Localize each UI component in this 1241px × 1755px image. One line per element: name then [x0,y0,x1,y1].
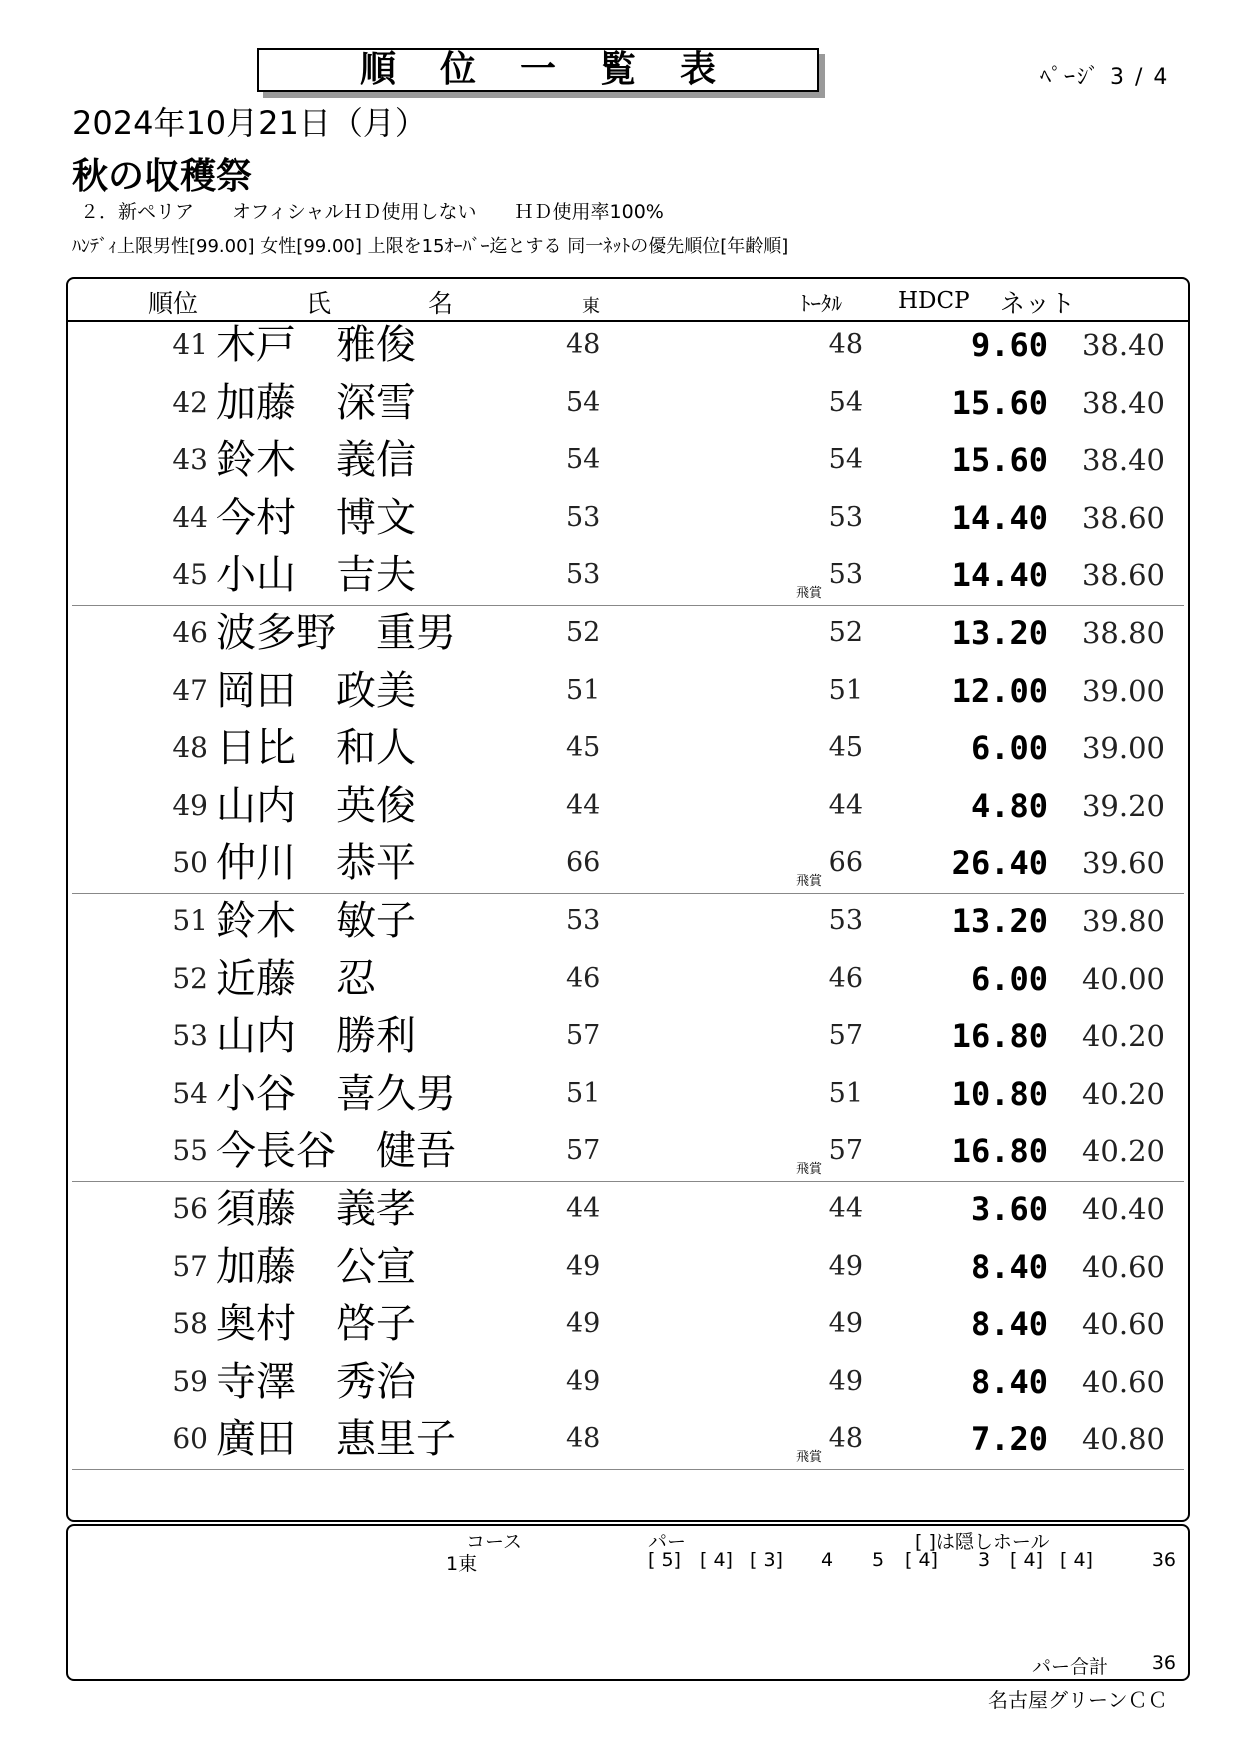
player-name-cell: 廣田 惠里子 [216,1416,456,1463]
total-score-cell: 49 [828,1308,863,1340]
hole-par: [ 4] [700,1549,733,1571]
hole-par: [ 4] [905,1549,938,1571]
player-name-cell: 鈴木 敏子 [216,898,416,944]
player-name-cell: 小谷 喜久男 [216,1070,456,1117]
rank-cell: 47 [172,673,208,707]
player-name-cell: 山内 英俊 [216,782,416,829]
total-score-cell: 45 [828,732,863,764]
table-row [68,777,1188,835]
net-score-cell: 40.60 [1081,1249,1165,1284]
rank-cell: 59 [172,1364,208,1398]
east-score-cell: 53 [566,559,601,591]
total-score-cell: 44 [828,1193,863,1224]
net-score-cell: 40.40 [1081,1192,1165,1226]
rank-cell: 44 [172,500,208,534]
net-score-cell: 38.40 [1081,443,1165,478]
east-score-cell: 51 [566,1077,601,1109]
event-date: 2024年10月21日（月） [72,104,427,142]
player-name-cell: 波多野 重男 [216,610,456,656]
total-score-cell: 52 [828,617,863,648]
hdcp-cell: 16.80 [951,1132,1048,1171]
net-score-cell: 39.00 [1081,673,1165,708]
total-score-cell: 48 [828,329,863,360]
hidden-hole-note: [ ]は隠しホール [915,1531,1050,1553]
table-row [68,1353,1188,1411]
player-name-cell: 今長谷 健吾 [216,1128,456,1175]
player-name-cell: 鈴木 義信 [216,437,416,484]
prize-note: 飛賞 [796,874,823,890]
page-indicator: ﾍﾟｰｼﾞ 3 / 4 [1040,65,1170,90]
total-score-cell: 49 [828,1250,863,1282]
hdcp-cell: 8.40 [970,1247,1048,1286]
net-score-cell: 38.40 [1081,385,1165,420]
east-score-cell: 49 [566,1308,601,1340]
total-score-cell: 57 [828,1135,863,1167]
table-row [68,374,1188,432]
par-sum-value: 36 [1151,1652,1176,1674]
table-row [68,1410,1188,1468]
course-label: コース [466,1531,523,1553]
player-name-cell: 日比 和人 [216,725,416,772]
table-row [68,1122,1188,1180]
net-score-cell: 38.60 [1081,500,1165,535]
east-score-cell: 53 [566,905,601,936]
total-score-cell: 53 [828,559,863,591]
table-row [68,719,1188,777]
rank-cell: 41 [172,328,208,361]
east-score-cell: 44 [566,789,601,821]
east-score-cell: 49 [566,1250,601,1282]
east-score-cell: 49 [566,1365,601,1397]
hdcp-cell: 26.40 [951,844,1048,883]
hdcp-cell: 10.80 [951,1074,1048,1113]
player-name-cell: 仲川 恭平 [216,840,416,887]
table-row [68,604,1188,662]
rank-cell: 50 [172,846,208,880]
rank-cell: 56 [172,1192,208,1225]
total-score-cell: 44 [828,789,863,821]
east-score-cell: 53 [566,501,601,533]
prize-note: 飛賞 [796,586,823,602]
player-name-cell: 加藤 深雪 [216,379,416,426]
table-row [68,892,1188,950]
total-score-cell: 53 [828,501,863,533]
hole-par: [ 4] [1010,1549,1043,1571]
hole-par: [ 4] [1060,1549,1093,1571]
player-name-cell: 加藤 公宣 [216,1243,416,1290]
prize-note: 飛賞 [796,1162,823,1178]
player-name-cell: 寺澤 秀治 [216,1358,416,1405]
rank-cell: 42 [172,385,208,419]
hole-par: [ 3] [750,1549,783,1571]
hdcp-cell: 12.00 [951,671,1048,710]
rank-cell: 43 [172,443,208,477]
hdcp-cell: 13.20 [951,614,1048,652]
net-score-cell: 38.40 [1081,328,1165,362]
total-score-cell: 54 [828,386,863,418]
rank-cell: 55 [172,1134,208,1168]
group-divider [72,1469,1184,1470]
east-score-cell: 48 [566,329,601,360]
net-score-cell: 40.20 [1081,1076,1165,1111]
table-row [68,1065,1188,1123]
hole-par: 4 [821,1549,834,1571]
club-name: 名古屋グリーンＣＣ [988,1688,1168,1712]
rule-line-2: ﾊﾝﾃﾞｨ上限男性[99.00] 女性[99.00] 上限を15ｵｰﾊﾞｰ迄とする 同一ﾈｯﾄの優先順位[年齢順] [72,236,789,257]
hdcp-cell: 16.80 [951,1017,1048,1056]
rank-cell: 54 [172,1076,208,1110]
col-header-name-given: 名 [428,289,454,318]
table-row [68,1007,1188,1065]
east-score-cell: 66 [566,847,601,879]
rank-cell: 60 [172,1422,208,1456]
hdcp-cell: 6.00 [970,959,1048,998]
net-score-cell: 40.60 [1081,1307,1165,1342]
hdcp-cell: 15.60 [951,383,1048,422]
total-score-cell: 66 [828,847,863,879]
net-score-cell: 40.20 [1081,1134,1165,1169]
rank-cell: 45 [172,558,208,592]
prize-note: 飛賞 [796,1450,823,1466]
hole-par: [ 5] [648,1549,681,1571]
rank-cell: 51 [172,904,208,937]
rank-cell: 49 [172,788,208,822]
table-row [68,1295,1188,1353]
rank-cell: 58 [172,1307,208,1341]
east-score-cell: 54 [566,444,601,476]
net-score-cell: 40.20 [1081,1019,1165,1054]
col-header-name-family: 氏 [306,289,332,318]
table-row [68,431,1188,489]
east-score-cell: 57 [566,1135,601,1167]
hdcp-cell: 4.80 [970,786,1048,825]
hdcp-cell: 3.60 [970,1190,1048,1228]
col-header-total: ﾄｰﾀﾙ [800,292,842,316]
net-score-cell: 39.20 [1081,788,1165,823]
par-label: パー [648,1531,687,1553]
net-score-cell: 40.80 [1081,1422,1165,1457]
table-row [68,316,1188,374]
net-score-cell: 40.00 [1081,961,1165,996]
rank-cell: 57 [172,1249,208,1283]
player-name-cell: 奥村 啓子 [216,1301,416,1348]
hdcp-cell: 13.20 [951,902,1048,940]
east-score-cell: 52 [566,617,601,648]
hdcp-cell: 8.40 [970,1362,1048,1401]
col-header-east: 東 [582,296,600,317]
total-score-cell: 51 [828,1077,863,1109]
rank-cell: 46 [172,616,208,649]
player-name-cell: 木戸 雅俊 [216,322,416,368]
net-score-cell: 38.80 [1081,616,1165,650]
player-name-cell: 近藤 忍 [216,955,376,1002]
total-score-cell: 49 [828,1365,863,1397]
rank-cell: 48 [172,731,208,765]
table-row [68,662,1188,720]
east-score-cell: 51 [566,674,601,706]
table-row [68,1180,1188,1238]
net-score-cell: 39.00 [1081,731,1165,766]
col-header-hdcp: HDCP [898,288,970,314]
hdcp-cell: 14.40 [951,556,1048,595]
col-header-net: ネット [1000,289,1076,318]
rank-cell: 53 [172,1019,208,1053]
report-title: 順位一覧表 [257,48,819,92]
total-score-cell: 54 [828,444,863,476]
table-row [68,834,1188,892]
total-score-cell: 46 [828,962,863,994]
par-sum-label: パー合計 [1032,1656,1109,1678]
par-row-total: 36 [1151,1549,1176,1571]
net-score-cell: 39.60 [1081,846,1165,881]
rule-line-1: ２．新ペリア オフィシャルＨＤ使用しない ＨＤ使用率100% [80,201,664,223]
player-name-cell: 今村 博文 [216,494,416,541]
hole-par: 3 [978,1549,991,1571]
table-row [68,1238,1188,1296]
hole-par: 5 [872,1549,885,1571]
east-score-cell: 57 [566,1020,601,1052]
hdcp-cell: 7.20 [970,1420,1048,1459]
table-row [68,489,1188,547]
player-name-cell: 小山 吉夫 [216,552,416,599]
net-score-cell: 39.80 [1081,904,1165,938]
rank-cell: 52 [172,961,208,995]
player-name-cell: 須藤 義孝 [216,1186,416,1232]
hdcp-cell: 14.40 [951,498,1048,537]
total-score-cell: 57 [828,1020,863,1052]
east-score-cell: 45 [566,732,601,764]
player-name-cell: 山内 勝利 [216,1013,416,1060]
hdcp-cell: 6.00 [970,729,1048,768]
course-name: 1東 [446,1553,478,1575]
total-score-cell: 51 [828,674,863,706]
east-score-cell: 44 [566,1193,601,1224]
net-score-cell: 38.60 [1081,558,1165,593]
col-header-rank: 順位 [148,289,199,318]
total-score-cell: 48 [828,1423,863,1455]
net-score-cell: 40.60 [1081,1364,1165,1399]
table-row [68,950,1188,1008]
table-row [68,546,1188,604]
east-score-cell: 46 [566,962,601,994]
east-score-cell: 48 [566,1423,601,1455]
total-score-cell: 53 [828,905,863,936]
east-score-cell: 54 [566,386,601,418]
event-name: 秋の収穫祭 [72,156,253,197]
hdcp-cell: 9.60 [970,326,1048,364]
hdcp-cell: 8.40 [970,1305,1048,1344]
hdcp-cell: 15.60 [951,441,1048,480]
player-name-cell: 岡田 政美 [216,667,416,714]
